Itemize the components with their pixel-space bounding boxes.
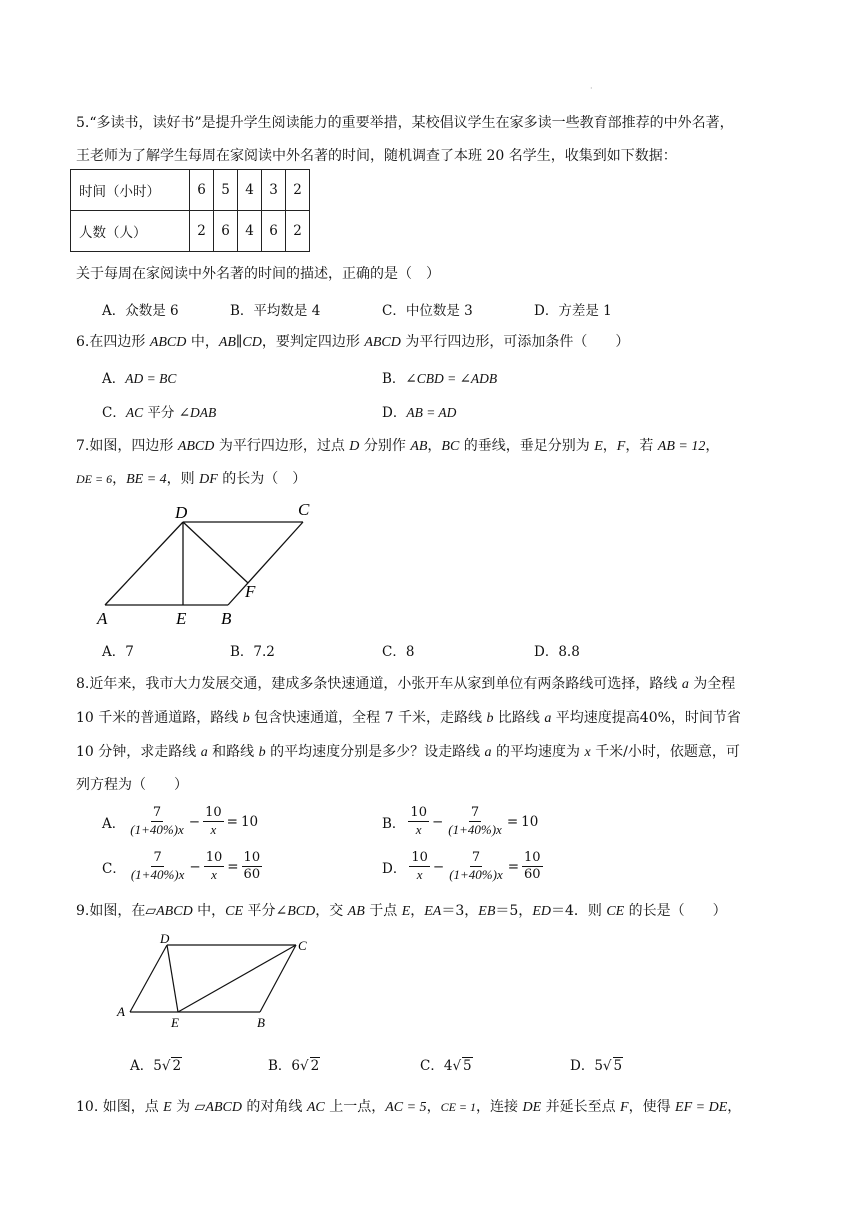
table-cell: 2 bbox=[286, 211, 310, 252]
option-text: AD = BC bbox=[125, 371, 177, 386]
coefficient: 5 bbox=[153, 1058, 162, 1074]
q6-abcd: ABCD bbox=[364, 335, 401, 350]
operator: = bbox=[226, 813, 238, 830]
q7-text: ，则 bbox=[166, 471, 200, 487]
numerator: 7 bbox=[471, 850, 481, 865]
q8-text: 8.近年来，我市大力发展交通，建成多条快速通道，小张开车从家到单位有两条路线可选择，路线 bbox=[76, 676, 682, 692]
q9-var: E bbox=[401, 904, 411, 919]
q6-text: 中， bbox=[186, 334, 219, 350]
coefficient: 6 bbox=[291, 1058, 301, 1074]
operator: − bbox=[432, 858, 445, 875]
numerator: 10 bbox=[410, 805, 427, 820]
q5-line2: 王老师为了解学生每周在家阅读中外名著的时间，随机调查了本班 20 名学生，收集到如下数据： bbox=[76, 148, 677, 164]
q9-text: 平分∠ bbox=[243, 903, 288, 919]
q8-text: 的平均速度为 bbox=[491, 744, 585, 760]
q8-var: a bbox=[544, 711, 552, 726]
numerator: 10 bbox=[243, 850, 261, 865]
rhs: 10 bbox=[521, 813, 539, 830]
sqrt-icon: √ bbox=[161, 1058, 171, 1074]
fraction bbox=[446, 805, 504, 838]
q10-text: 并延长至点 bbox=[541, 1099, 621, 1115]
option-label: C． bbox=[420, 1058, 444, 1074]
option-text: AC bbox=[125, 405, 144, 420]
q8-line2 bbox=[76, 708, 741, 729]
operator: − bbox=[189, 858, 201, 875]
q7-text: 分别作 bbox=[359, 438, 411, 454]
q6-text: 6.在四边形 bbox=[76, 334, 150, 350]
q8-text: 包含快速通道，全程 7 千米，走路线 bbox=[249, 710, 487, 726]
q10-text: 的对角线 bbox=[241, 1099, 307, 1115]
table-row-label: 时间（小时） bbox=[71, 170, 190, 211]
q8-line3 bbox=[76, 742, 740, 763]
q6-text: ，要判定四边形 bbox=[261, 334, 365, 350]
q9-text: ，交 bbox=[315, 903, 348, 919]
q6-parallel: AB∥CD bbox=[218, 335, 262, 350]
q9-var: EB bbox=[478, 904, 496, 919]
sqrt-icon: √ bbox=[452, 1058, 462, 1074]
fraction bbox=[409, 850, 430, 883]
label-a: A bbox=[97, 609, 108, 628]
q7-text: 的垂线，垂足分别为 bbox=[459, 438, 595, 454]
q6-option-a[interactable] bbox=[102, 367, 176, 387]
fraction bbox=[447, 850, 505, 883]
option-label: C． bbox=[102, 405, 126, 421]
numerator: 10 bbox=[524, 850, 541, 865]
q7-text: ， bbox=[705, 438, 720, 454]
q10-var: ABCD bbox=[205, 1100, 242, 1115]
numerator: 10 bbox=[411, 850, 428, 865]
q8-option-a[interactable] bbox=[102, 805, 258, 838]
q9-text: 9.如图，在▱ bbox=[76, 903, 157, 919]
operator: = bbox=[506, 813, 519, 830]
q7-segment: DF bbox=[199, 472, 218, 487]
sqrt-icon: √ bbox=[602, 1058, 612, 1074]
q7-text: ， bbox=[427, 438, 442, 454]
q5-question: 关于每周在家阅读中外名著的时间的描述，正确的是（ ） bbox=[76, 266, 440, 282]
q8-var: b bbox=[486, 711, 494, 726]
q7-text: ， bbox=[602, 438, 617, 454]
q9-option-c[interactable] bbox=[420, 1054, 473, 1074]
operator: − bbox=[431, 813, 444, 830]
table-cell: 4 bbox=[238, 170, 262, 211]
numerator: 7 bbox=[153, 850, 162, 865]
q10-var: F bbox=[620, 1100, 629, 1115]
label-d: D bbox=[160, 931, 170, 946]
table-cell: 2 bbox=[286, 170, 310, 211]
table-cell: 5 bbox=[214, 170, 238, 211]
q10-text: 上一点， bbox=[324, 1099, 386, 1115]
q5-option-d[interactable]: D．方差是 1 bbox=[534, 303, 612, 319]
fraction bbox=[408, 805, 429, 838]
rhs: 10 bbox=[240, 813, 259, 830]
q8-text: 10 分钟，求走路线 bbox=[76, 744, 201, 760]
q7-option-a[interactable]: A．7 bbox=[102, 644, 134, 660]
numerator: 7 bbox=[152, 805, 162, 820]
q6-option-c[interactable] bbox=[102, 401, 216, 421]
table-cell: 2 bbox=[190, 211, 214, 252]
radicand: 2 bbox=[310, 1058, 320, 1074]
q9-var: CE bbox=[606, 904, 625, 919]
q5-line1: 5.“多读书，读好书”是提升学生阅读能力的重要举措，某校倡议学生在家多读一些教育部推荐的中外名著， bbox=[76, 115, 734, 131]
q7-text: ，若 bbox=[625, 438, 658, 454]
segment-ad bbox=[130, 945, 167, 1012]
q6-option-b[interactable] bbox=[382, 367, 497, 387]
table-cell: 6 bbox=[190, 170, 214, 211]
numerator: 7 bbox=[470, 805, 480, 820]
q10-given: EF = DE bbox=[675, 1100, 728, 1115]
numerator: 10 bbox=[205, 805, 222, 820]
denominator: x bbox=[211, 867, 217, 882]
option-label: B． bbox=[382, 815, 406, 832]
q7-point: F bbox=[616, 439, 626, 454]
q7-point: E bbox=[594, 439, 603, 454]
label-e: E bbox=[176, 609, 187, 628]
option-text: ∠DAB bbox=[178, 405, 217, 420]
fraction bbox=[522, 850, 543, 883]
label-c: C bbox=[298, 938, 307, 953]
denominator: (1+40%)x bbox=[130, 867, 185, 882]
label-b: B bbox=[221, 609, 232, 628]
operator: = bbox=[227, 858, 239, 875]
option-text: AB = AD bbox=[406, 405, 457, 420]
q10-var: AC bbox=[306, 1100, 325, 1115]
label-e: E bbox=[171, 1015, 179, 1030]
q7-text: 为平行四边形，过点 bbox=[214, 438, 350, 454]
table-cell: 3 bbox=[262, 170, 286, 211]
page-dot: · bbox=[590, 84, 593, 93]
q9-text: ＝5， bbox=[495, 903, 533, 919]
q7-point: D bbox=[349, 439, 360, 454]
label-d: D bbox=[175, 503, 188, 522]
q8-text: 比路线 bbox=[493, 710, 545, 726]
q6-text: 为平行四边形，可添加条件（ ） bbox=[400, 334, 630, 350]
denominator: x bbox=[210, 822, 217, 837]
q9-var: ABCD bbox=[156, 904, 193, 919]
segment-de bbox=[167, 945, 178, 1012]
q8-var: b bbox=[242, 711, 250, 726]
option-label: B． bbox=[382, 371, 406, 387]
q7-option-d[interactable]: D．8.8 bbox=[534, 644, 580, 660]
table-row bbox=[71, 211, 310, 252]
q9-text: 中， bbox=[192, 903, 226, 919]
q8-line4: 列方程为（ ） bbox=[76, 777, 188, 793]
fraction bbox=[204, 850, 225, 883]
q9-var: AB bbox=[347, 904, 365, 919]
q10-stem bbox=[76, 1097, 741, 1118]
q5-option-b[interactable]: B．平均数是 4 bbox=[230, 303, 321, 319]
q8-option-c[interactable] bbox=[102, 850, 262, 883]
q8-var: a bbox=[681, 677, 689, 692]
option-label: A． bbox=[102, 371, 126, 387]
numerator: 10 bbox=[205, 850, 223, 865]
q7-option-c[interactable]: C．8 bbox=[382, 644, 415, 660]
q8-text: 为全程 bbox=[688, 676, 736, 692]
table-row bbox=[71, 170, 310, 211]
segment-df bbox=[183, 522, 248, 583]
q9-var: BCD bbox=[287, 904, 316, 919]
q6-abcd: ABCD bbox=[149, 335, 187, 350]
q10-var: DE bbox=[522, 1100, 542, 1115]
q7-abcd: ABCD bbox=[177, 439, 215, 454]
q9-var: ED bbox=[532, 904, 551, 919]
radicand: 2 bbox=[172, 1058, 182, 1074]
q10-text: ， bbox=[426, 1099, 441, 1115]
q9-text: ， bbox=[410, 903, 425, 919]
label-b: B bbox=[257, 1015, 265, 1030]
operator: − bbox=[188, 813, 201, 830]
radicand: 5 bbox=[613, 1058, 623, 1074]
q7-text: 7.如图，四边形 bbox=[76, 438, 178, 454]
fraction bbox=[242, 850, 263, 883]
option-label: A． bbox=[102, 815, 126, 832]
label-c: C bbox=[298, 500, 310, 519]
q9-var: CE bbox=[225, 904, 244, 919]
label-f: F bbox=[245, 582, 256, 601]
q10-text: 10. 如图，点 bbox=[76, 1099, 164, 1115]
q7-given: BE = 4 bbox=[126, 472, 167, 487]
table-row-label: 人数（人） bbox=[71, 211, 190, 252]
option-label: D． bbox=[570, 1058, 595, 1074]
q7-option-b[interactable]: B．7.2 bbox=[230, 644, 275, 660]
sqrt-icon: √ bbox=[300, 1058, 309, 1074]
denominator: 60 bbox=[243, 867, 261, 882]
q8-text: 和路线 bbox=[207, 744, 259, 760]
option-label: D． bbox=[382, 860, 407, 877]
operator: = bbox=[507, 858, 520, 875]
q8-line1 bbox=[76, 674, 735, 695]
q7-given: DE = 6 bbox=[76, 472, 113, 486]
option-label: B． bbox=[268, 1058, 292, 1074]
q8-var: x bbox=[584, 745, 591, 760]
q7-figure bbox=[90, 495, 330, 630]
q9-text: ＝4．则 bbox=[550, 903, 607, 919]
q5-data-table bbox=[70, 169, 310, 252]
q5-option-a[interactable]: A．众数是 6 bbox=[102, 303, 179, 319]
denominator: (1+40%)x bbox=[130, 822, 184, 837]
q10-var: E bbox=[163, 1100, 172, 1115]
option-text: ∠CBD = ∠ADB bbox=[405, 371, 498, 386]
q9-text: 于点 bbox=[364, 903, 402, 919]
denominator: x bbox=[415, 822, 422, 837]
q6-option-d[interactable] bbox=[382, 401, 456, 421]
q10-text: ，连接 bbox=[476, 1099, 523, 1115]
denominator: (1+40%)x bbox=[449, 867, 503, 882]
q9-option-b[interactable] bbox=[268, 1054, 320, 1074]
segment-cb bbox=[228, 522, 303, 605]
q9-option-a[interactable] bbox=[130, 1054, 182, 1074]
coefficient: 4 bbox=[443, 1058, 453, 1074]
option-text: 平分 bbox=[143, 405, 179, 421]
q8-text: 10 千米的普通道路，路线 bbox=[76, 710, 243, 726]
denominator: 60 bbox=[524, 867, 541, 882]
q10-text: ，使得 bbox=[628, 1099, 676, 1115]
fraction bbox=[128, 805, 186, 838]
option-label: A． bbox=[130, 1058, 154, 1074]
q8-text: 的平均速度分别是多少？设走路线 bbox=[265, 744, 485, 760]
q7-line2 bbox=[76, 469, 306, 490]
q9-text: 的长是（ ） bbox=[624, 903, 727, 919]
option-label: C． bbox=[102, 860, 126, 877]
q7-line1 bbox=[76, 436, 719, 457]
q7-given: AB = 12 bbox=[657, 439, 706, 454]
q7-text: ， bbox=[112, 471, 127, 487]
q9-stem bbox=[76, 901, 727, 922]
q8-option-b[interactable] bbox=[382, 805, 538, 838]
label-a: A bbox=[117, 1004, 125, 1019]
fraction bbox=[129, 850, 187, 883]
q7-text: 的长为（ ） bbox=[217, 471, 307, 487]
fraction bbox=[203, 805, 224, 838]
q8-option-d[interactable] bbox=[382, 850, 543, 883]
q9-figure bbox=[110, 930, 320, 1032]
coefficient: 5 bbox=[594, 1058, 603, 1074]
q10-text: ， bbox=[727, 1099, 742, 1115]
table-cell: 4 bbox=[238, 211, 262, 252]
q6-stem bbox=[76, 332, 629, 353]
q10-given: CE = 1 bbox=[440, 1100, 476, 1114]
q9-option-d[interactable] bbox=[570, 1054, 623, 1074]
table-cell: 6 bbox=[214, 211, 238, 252]
q8-text: 千米/小时，依题意，可 bbox=[590, 744, 740, 760]
q7-segment: BC bbox=[441, 439, 460, 454]
q10-given: AC = 5 bbox=[385, 1100, 427, 1115]
q9-text: ＝3， bbox=[441, 903, 479, 919]
denominator: (1+40%)x bbox=[448, 822, 502, 837]
table-cell: 6 bbox=[262, 211, 286, 252]
segment-ad bbox=[105, 522, 183, 605]
q8-var: a bbox=[484, 745, 492, 760]
q7-segment: AB bbox=[410, 439, 428, 454]
q10-text: 为 ▱ bbox=[171, 1099, 206, 1115]
q9-var: EA bbox=[424, 904, 442, 919]
q5-option-c[interactable]: C．中位数是 3 bbox=[382, 303, 473, 319]
denominator: x bbox=[416, 867, 423, 882]
q8-var: a bbox=[200, 745, 208, 760]
option-label: D． bbox=[382, 405, 407, 421]
q8-text: 平均速度提高40%，时间节省 bbox=[551, 710, 741, 726]
q8-var: b bbox=[258, 745, 266, 760]
radicand: 5 bbox=[463, 1058, 472, 1074]
